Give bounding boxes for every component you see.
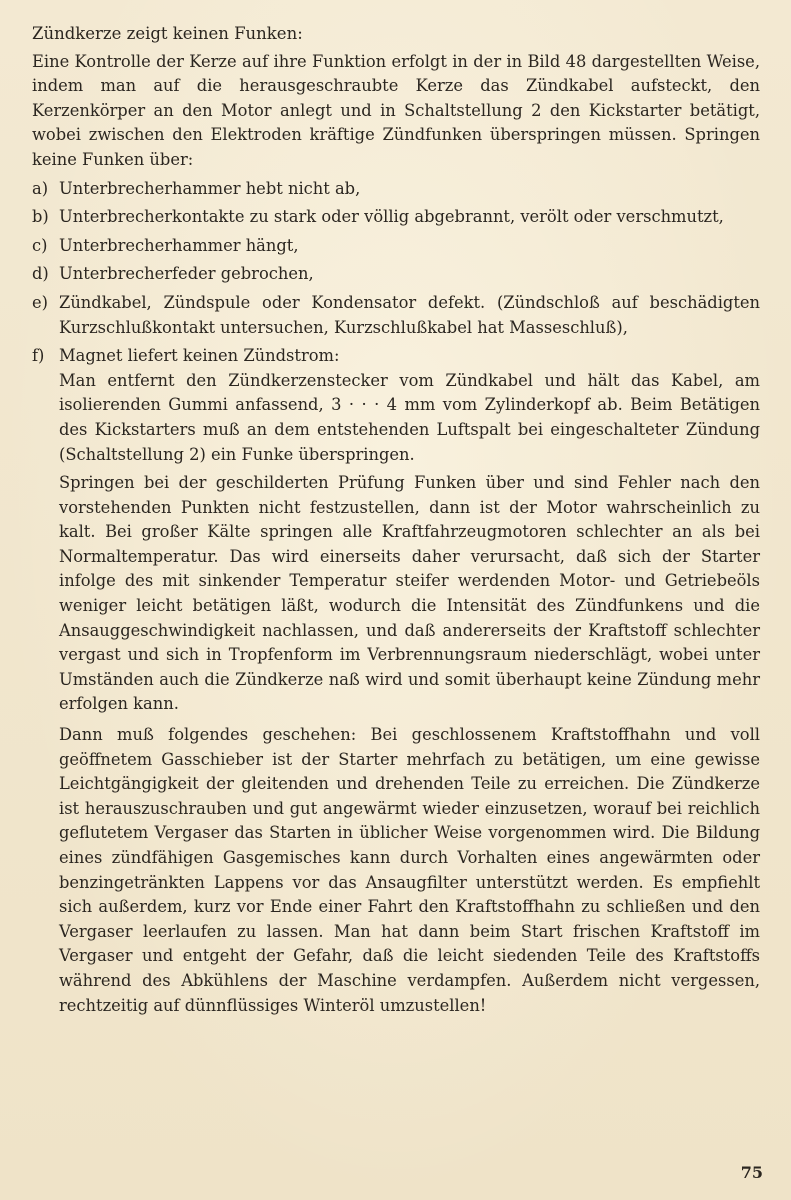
fault-list bbox=[32, 177, 760, 468]
list-marker: d) bbox=[32, 264, 49, 284]
list-marker: f) bbox=[32, 346, 45, 366]
list-item-text: Magnet liefert keinen Zündstrom: bbox=[59, 346, 340, 366]
intro-paragraph: Eine Kontrolle der Kerze auf ihre Funktion erfolgt in der in Bild 48 dargestellten Weise, indem man auf die herausgeschraubte Kerze das Zündkabel aufsteckt, den Kerzenkörper an den Motor anlegt und in Schaltstellung 2 den Kickstarter betätigt, wobei zwischen den Elektroden kräftige Zündfunken überspringen müssen. Springen keine Funken über: bbox=[32, 51, 760, 169]
list-item-c bbox=[32, 234, 760, 259]
list-item-text: Unterbrecherhammer hebt nicht ab, bbox=[59, 178, 361, 198]
list-item-text: Unterbrecherfeder gebrochen, bbox=[59, 264, 314, 284]
page-content bbox=[32, 22, 760, 1024]
list-item-b bbox=[32, 205, 760, 230]
paragraph-cold-engine: Springen bei der geschilderten Prüfung Funken über und sind Fehler nach den vorstehenden Punkten nicht festzustellen, dann ist der Motor wahrscheinlich zu kalt. Bei großer Kälte springen alle Kraftfahrzeugmotoren schlechter an als bei Normaltemperatur. Das wird einerseits daher verursacht, daß sich der Starter infolge des mit sinkender Temperatur steifer werdenden Motor- und Getriebeöls weniger leicht betätigen läßt, wodurch die Intensität des Zündfunkens und die Ansauggeschwindigkeit nachlassen, und daß andererseits der Kraftstoff schlechter vergast und sich in Tropfenform im Verbrennungsraum niederschlägt, wobei unter Umständen auch die Zündkerze naß wird und somit überhaupt keine Zündung mehr erfolgen kann. bbox=[59, 473, 760, 714]
list-marker: e) bbox=[32, 292, 48, 312]
list-marker: a) bbox=[32, 178, 49, 198]
list-item-text: Unterbrecherkontakte zu stark oder völlig abgebrannt, verölt oder verschmutzt, bbox=[59, 207, 724, 227]
list-marker: c) bbox=[32, 235, 48, 255]
list-item-d bbox=[32, 262, 760, 287]
page-number: 75 bbox=[740, 1163, 763, 1182]
explanation-block bbox=[32, 471, 760, 1018]
item-f-detail: Man entfernt den Zündkerzenstecker vom Zündkabel und hält das Kabel, am isolierenden Gummi anfassend, 3 · · · 4 mm vom Zylinderkopf ab. Beim Betätigen des Kickstarters muß an dem entstehenden Luftspalt bei eingeschalteter Zündung (Schaltstellung 2) ein Funke überspringen. bbox=[59, 370, 760, 464]
list-item-f bbox=[32, 344, 760, 467]
list-item-e bbox=[32, 291, 760, 340]
list-item-text: Unterbrecherhammer hängt, bbox=[59, 235, 299, 255]
section-heading: Zündkerze zeigt keinen Funken: bbox=[32, 24, 303, 43]
list-marker: b) bbox=[32, 207, 49, 227]
list-item-text: Zündkabel, Zündspule oder Kondensator defekt. (Zündschloß auf beschädigten Kurzschlußkontakt untersuchen, Kurzschlußkabel hat Masseschluß), bbox=[59, 292, 760, 337]
paragraph-procedure: Dann muß folgendes geschehen: Bei geschlossenem Kraftstoffhahn und voll geöffnetem Gasschieber ist der Starter mehrfach zu betätigen, um eine gewisse Leichtgängigkeit der gleitenden und drehenden Teile zu erreichen. Die Zündkerze ist herauszuschrauben und gut angewärmt wieder einzusetzen, worauf bei reichlich geflutetem Vergaser das Starten in üblicher Weise vorgenommen wird. Die Bildung eines zündfähigen Gasgemisches kann durch Vorhalten eines angewärmten oder benzingetränkten Lappens vor das Ansaugfilter unterstützt werden. Es empfiehlt sich außerdem, kurz vor Ende einer Fahrt den Kraftstoffhahn zu schließen und den Vergaser leerlaufen zu lassen. Man hat dann beim Start frischen Kraftstoff im Vergaser und entgeht der Gefahr, daß die leicht siedenden Teile des Kraftstoffs während des Abkühlens der Maschine verdampfen. Außerdem nicht vergessen, rechtzeitig auf dünnflüssiges Winteröl umzustellen! bbox=[59, 725, 760, 1015]
list-item-a bbox=[32, 177, 760, 202]
